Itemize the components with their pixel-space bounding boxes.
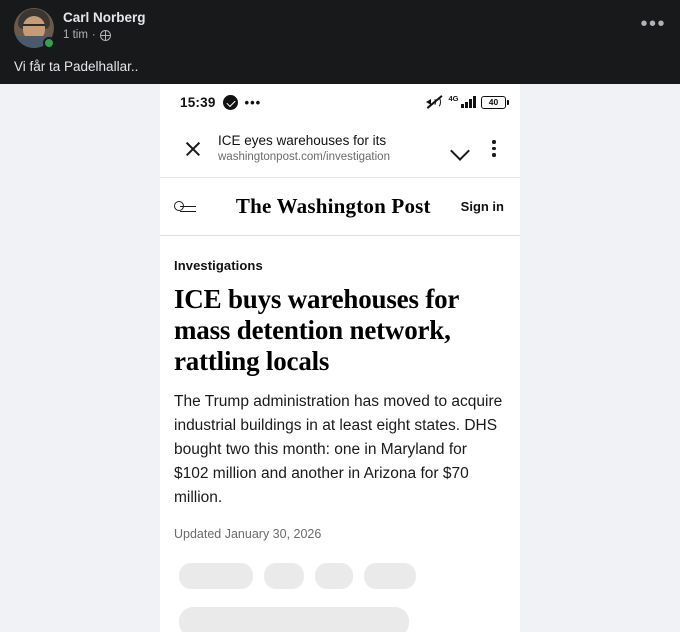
skeleton-block-wide [179, 607, 409, 632]
browser-url-block[interactable] [212, 132, 442, 165]
article-standfirst: The Trump administration has moved to acquire industrial buildings in at least eight states. DHS bought two this month: one in Maryland for $102 million and another in Arizona for $70 million. [174, 393, 503, 506]
post-author-row [0, 0, 680, 48]
checkmark-circle-icon [223, 95, 238, 110]
article-kicker[interactable]: Investigations [174, 258, 263, 273]
phone-status-bar [160, 84, 520, 120]
post-body-text: Vi får ta Padelhallar.. [14, 59, 139, 74]
online-status-dot [43, 37, 55, 49]
in-app-browser-bar [160, 120, 520, 178]
facebook-post-header [0, 0, 680, 84]
post-options-icon[interactable]: ••• [640, 13, 666, 35]
signal-bars-icon [461, 96, 476, 108]
battery-icon [481, 96, 506, 109]
post-timestamp[interactable]: 1 tim [63, 29, 88, 41]
chevron-down-icon[interactable] [442, 131, 478, 167]
site-masthead [160, 178, 520, 236]
article-updated-timestamp: Updated January 30, 2026 [174, 527, 322, 541]
status-bar-left [180, 95, 426, 110]
close-icon[interactable] [174, 130, 212, 168]
skeleton-block [179, 563, 253, 589]
avatar-glasses [23, 24, 45, 29]
browser-url-text: washingtonpost.com/investigation [218, 151, 390, 163]
post-meta-separator: · [91, 29, 96, 41]
loading-placeholder-row [174, 563, 504, 589]
embedded-phone-screenshot [160, 84, 520, 632]
post-author-info [63, 8, 640, 43]
article-headline: ICE buys warehouses for mass detention network, rattling locals [174, 284, 459, 376]
status-time: 15:39 [180, 94, 216, 110]
post-meta [63, 28, 640, 43]
article-content [160, 236, 520, 632]
volume-muted-icon [426, 95, 443, 109]
status-more-icon: ••• [244, 94, 262, 110]
battery-level-label: 40 [488, 97, 499, 107]
post-author-name[interactable]: Carl Norberg [63, 10, 146, 25]
skeleton-block [364, 563, 416, 589]
site-logo[interactable]: The Washington Post [235, 194, 431, 218]
network-type-label: 4G [448, 93, 459, 103]
avatar[interactable] [14, 8, 54, 48]
skeleton-block [315, 563, 353, 589]
search-menu-icon[interactable] [174, 196, 202, 218]
status-bar-right [426, 95, 506, 109]
globe-icon [100, 30, 111, 41]
browser-page-title: ICE eyes warehouses for its [218, 133, 387, 148]
skeleton-block [264, 563, 304, 589]
sign-in-button[interactable]: Sign in [460, 199, 504, 214]
kebab-menu-icon[interactable] [478, 131, 510, 167]
